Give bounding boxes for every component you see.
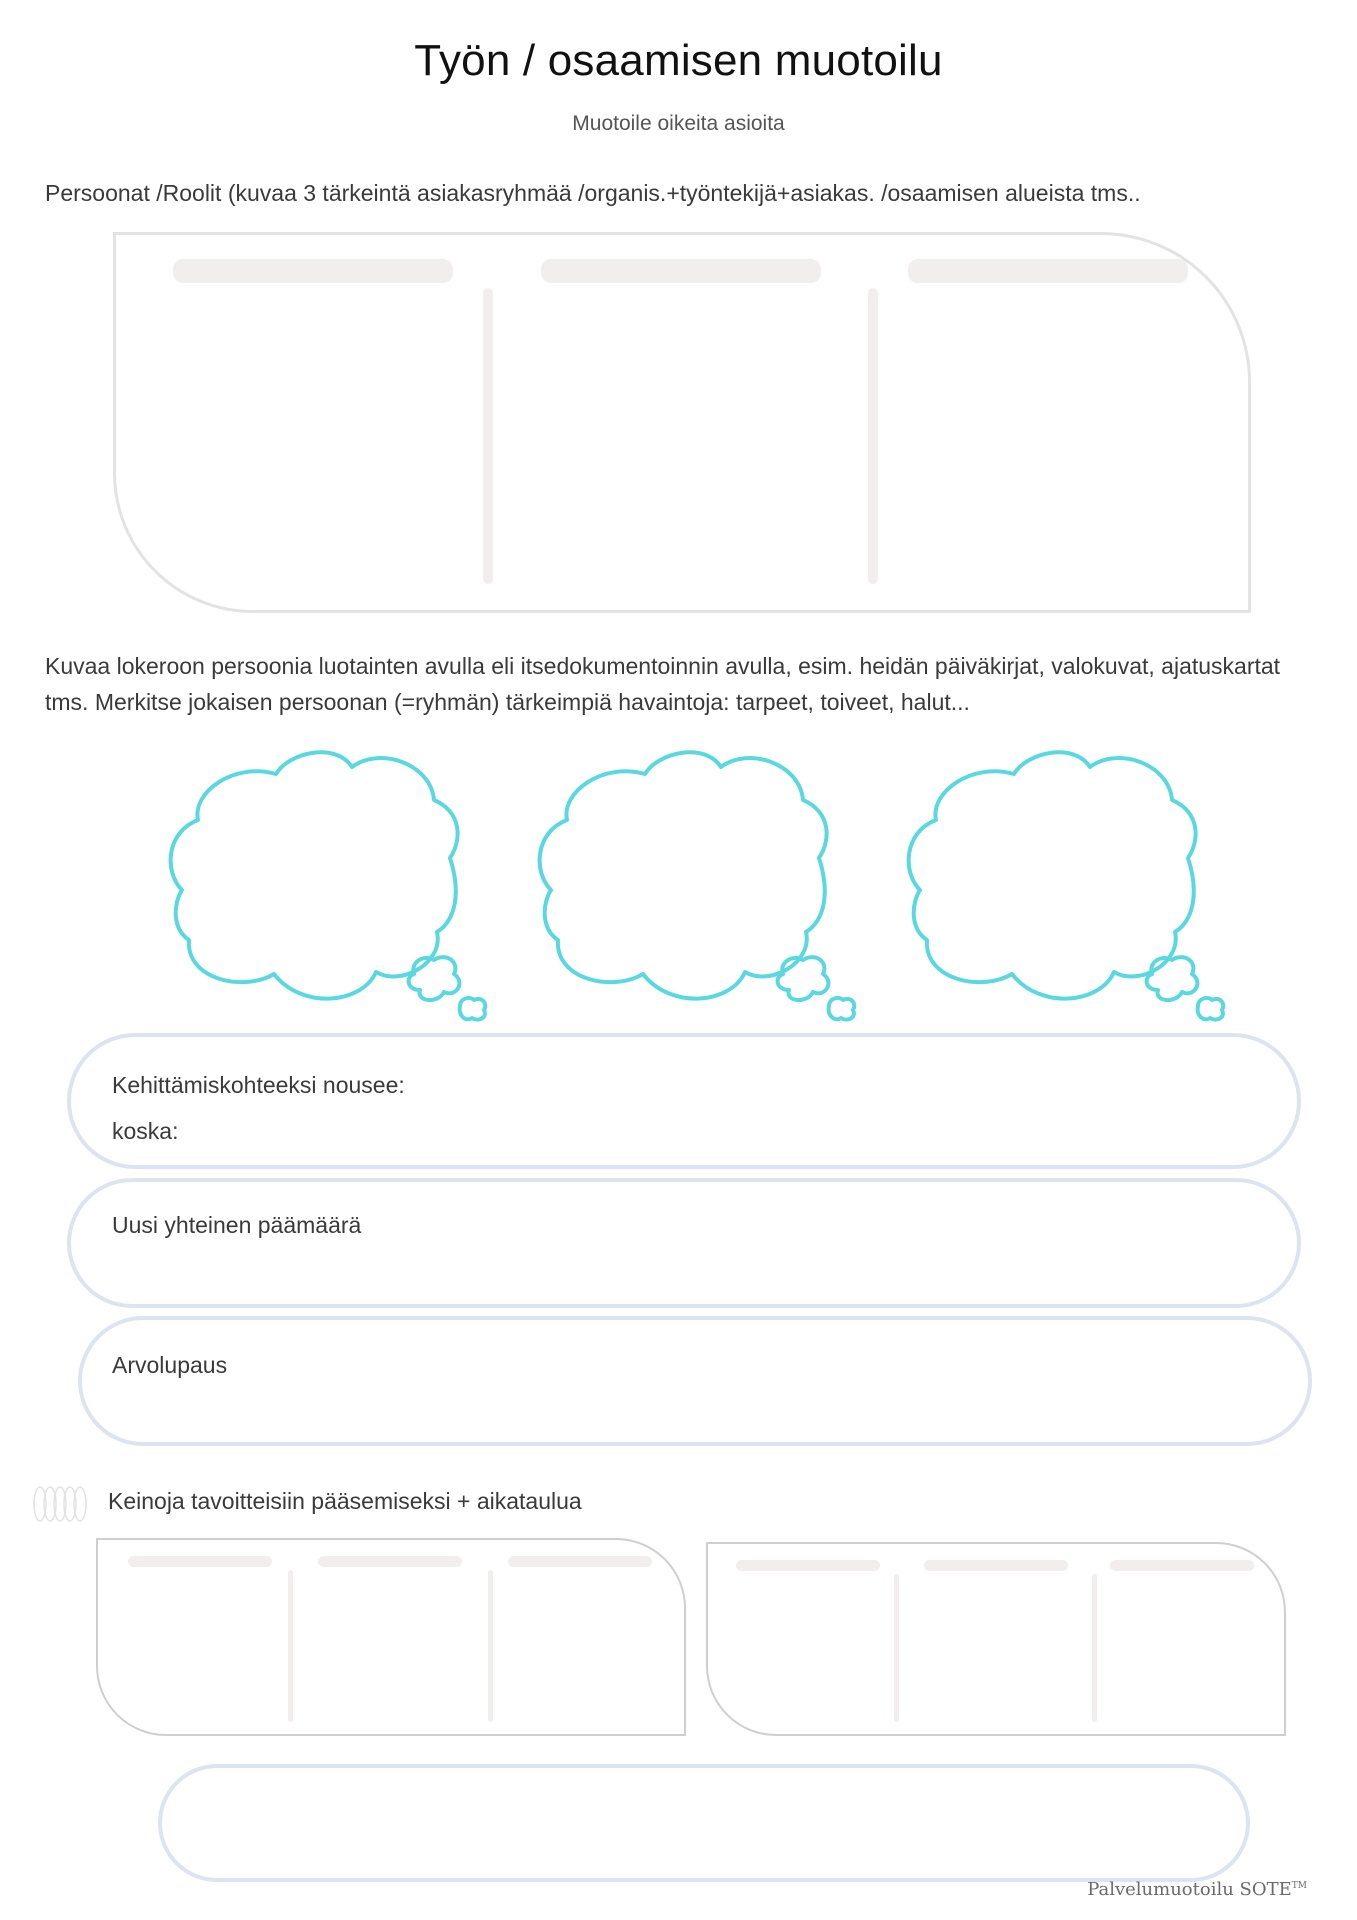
means-right-divider-1 (894, 1574, 899, 1722)
means-right-col-2-title[interactable] (924, 1560, 1068, 1571)
thought-bubble-1 (171, 752, 486, 1019)
coil-icon (30, 1484, 94, 1524)
value-proposition-box[interactable] (78, 1316, 1312, 1446)
persona-3-title-field[interactable] (908, 259, 1188, 283)
thought-bubble-3 (909, 752, 1224, 1019)
persona-1-title-field[interactable] (173, 259, 453, 283)
personas-frame (113, 232, 1251, 613)
because-label: koska: (112, 1118, 179, 1144)
personas-instruction: Persoonat /Roolit (kuvaa 3 tärkeintä asiakasryhmää /organis.+työntekijä+asiakas. /osaamisen alueista tms.. (45, 180, 1141, 206)
means-right-col-1-title[interactable] (736, 1560, 880, 1571)
page-subtitle: Muotoile oikeita asioita (572, 112, 785, 135)
footer-brand (1087, 1879, 1307, 1900)
shared-goal-label: Uusi yhteinen päämäärä (112, 1212, 362, 1238)
persona-2-title-field[interactable] (541, 259, 821, 283)
means-left-col-1-title[interactable] (128, 1556, 272, 1567)
bottom-notes-box[interactable] (158, 1764, 1250, 1882)
development-target-box[interactable] (67, 1033, 1301, 1169)
observations-instruction: Kuvaa lokeroon persoonia luotainten avulla eli itsedokumentoinnin avulla, esim. heidän päiväkirjat, valokuvat, ajatuskartat tms. Merkitse jokaisen persoonan (=ryhmän) tärkeimpiä havaintoja: tarpeet, toiveet, halut... (45, 653, 1281, 715)
means-label: Keinoja tavoitteisiin pääsemiseksi + aikataulua (108, 1488, 582, 1514)
means-left-col-3-title[interactable] (508, 1556, 652, 1567)
persona-divider-2 (868, 288, 878, 584)
footer-trademark: TM (1291, 1881, 1307, 1891)
development-target-label: Kehittämiskohteeksi nousee: (112, 1072, 405, 1098)
thought-bubble-2 (540, 752, 855, 1019)
means-left-col-2-title[interactable] (318, 1556, 462, 1567)
persona-divider-1 (483, 288, 493, 584)
shared-goal-box[interactable] (67, 1178, 1301, 1308)
page-title: Työn / osaamisen muotoilu (414, 36, 943, 85)
means-right-divider-2 (1092, 1574, 1097, 1722)
means-frame-left (96, 1538, 686, 1736)
thought-bubbles (0, 725, 1357, 1025)
means-right-col-3-title[interactable] (1110, 1560, 1254, 1571)
means-left-divider-1 (288, 1570, 293, 1722)
means-frame-right (706, 1542, 1286, 1736)
value-proposition-label: Arvolupaus (112, 1352, 228, 1378)
means-left-divider-2 (488, 1570, 493, 1722)
footer-brand-text: Palvelumuotoilu SOTE (1087, 1879, 1292, 1900)
